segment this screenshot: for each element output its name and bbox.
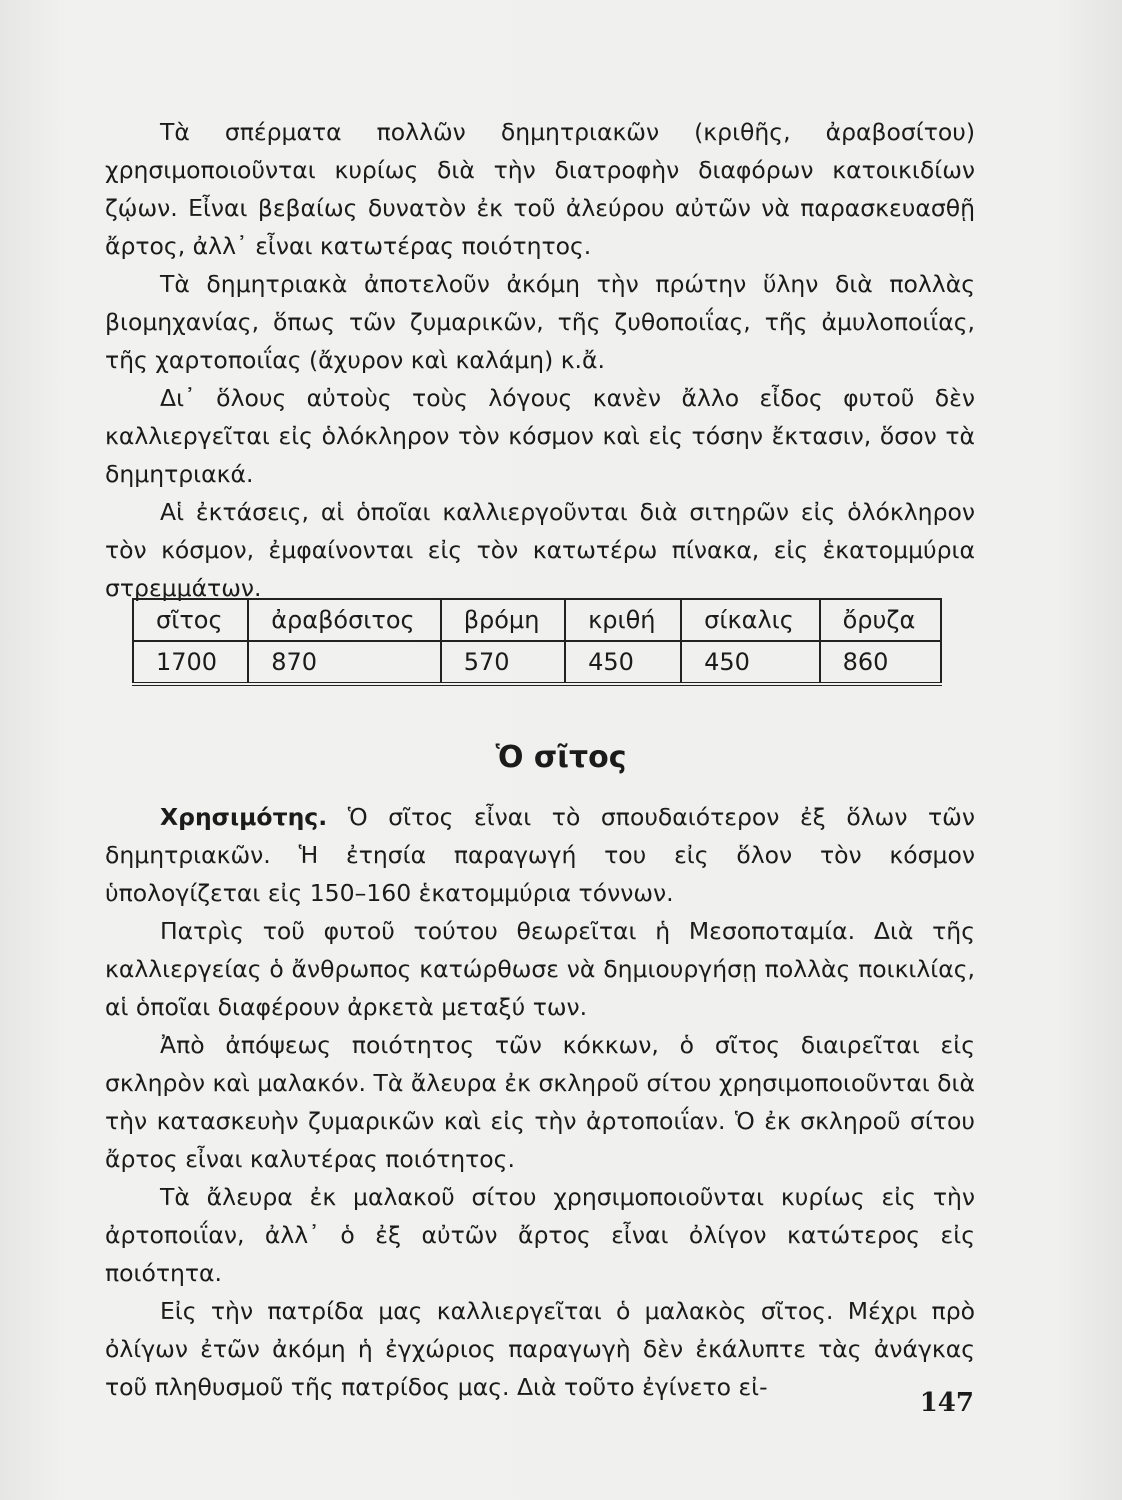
table-cell: 870 bbox=[248, 641, 441, 684]
table-header-row bbox=[133, 599, 941, 641]
paragraph: Ἀπὸ ἀπόψεως ποιότητος τῶν κόκκων, ὁ σῖτος διαιρεῖται εἰς σκληρὸν καὶ μαλακόν. Τὰ ἄλευρα ἐκ σκληροῦ σίτου χρησιμοποιοῦνται διὰ τὴν κατασκευὴν ζυμαρικῶν καὶ εἰς τὴν ἀρτοποιΐαν. Ὁ ἐκ σκληροῦ σίτου ἄρτος εἶναι καλυτέρας ποιότητος. bbox=[105, 1031, 975, 1173]
section-heading: Ὁ σῖτος bbox=[495, 740, 627, 775]
table-cell: 860 bbox=[820, 641, 941, 684]
usefulness-text: Ὁ σῖτος εἶναι τὸ σπουδαιότερον ἐξ ὅλων τῶν δημητριακῶν. Ἡ ἐτησία παραγωγή του εἰς ὅλον τὸν κόσμον ὑπολογίζεται εἰς 150–160 ἑκατομμύρια τόννων. bbox=[105, 803, 975, 907]
wheat-text bbox=[105, 798, 975, 1406]
table-header-cell: κριθή bbox=[565, 599, 681, 641]
table-value-row bbox=[133, 641, 941, 684]
paragraph bbox=[105, 798, 975, 912]
table-cell: 450 bbox=[565, 641, 681, 684]
table-header-cell: σίκαλις bbox=[681, 599, 819, 641]
paragraph: Δι᾽ ὅλους αὐτοὺς τοὺς λόγους κανὲν ἄλλο εἶδος φυτοῦ δὲν καλλιεργεῖται εἰς ὁλόκληρον τὸν κόσμον καὶ εἰς τόσην ἔκτασιν, ὅσον τὰ δημητριακά. bbox=[105, 384, 975, 488]
paragraph: Εἰς τὴν πατρίδα μας καλλιεργεῖται ὁ μαλακὸς σῖτος. Μέχρι πρὸ ὀλίγων ἐτῶν ἀκόμη ἡ ἐγχώριος παραγωγὴ δὲν ἐκάλυπτε τὰς ἀνάγκας τοῦ πληθυσμοῦ τῆς πατρίδος μας. Διὰ τοῦτο ἐγίνετο εἰ- bbox=[105, 1297, 975, 1401]
paragraph: Αἱ ἐκτάσεις, αἱ ὁποῖαι καλλιεργοῦνται διὰ σιτηρῶν εἰς ὁλόκληρον τὸν κόσμον, ἐμφαίνονται εἰς τὸν κατωτέρω πίνακα, εἰς ἑκατομμύρια στρεμμάτων. bbox=[105, 498, 975, 602]
paragraph: Τὰ σπέρματα πολλῶν δημητριακῶν (κριθῆς, ἀραβοσίτου) χρησιμοποιοῦνται κυρίως διὰ τὴν διατροφὴν διαφόρων κατοικιδίων ζῴων. Εἶναι βεβαίως δυνατὸν ἐκ τοῦ ἀλεύρου αὐτῶν νὰ παρασκευασθῇ ἄρτος, ἀλλ᾽ εἶναι κατωτέρας ποιότητος. bbox=[105, 118, 975, 260]
table-header-cell: ἀραβόσιτος bbox=[248, 599, 441, 641]
usefulness-label: Χρησιμότης. bbox=[160, 803, 328, 831]
cereal-area-table bbox=[132, 598, 942, 686]
intro-text bbox=[105, 113, 975, 607]
paragraph: Τὰ δημητριακὰ ἀποτελοῦν ἀκόμη τὴν πρώτην ὕλην διὰ πολλὰς βιομηχανίας, ὅπως τῶν ζυμαρικῶν, τῆς ζυθοποιΐας, τῆς ἀμυλοποιΐας, τῆς χαρτοποιΐας (ἄχυρον καὶ καλάμη) κ.ἄ. bbox=[105, 270, 975, 374]
paragraph: Τὰ ἄλευρα ἐκ μαλακοῦ σίτου χρησιμοποιοῦνται κυρίως εἰς τὴν ἀρτοποιΐαν, ἀλλ᾽ ὁ ἐξ αὐτῶν ἄρτος εἶναι ὀλίγον κατώτερος εἰς ποιότητα. bbox=[105, 1183, 975, 1287]
table-cell: 1700 bbox=[133, 641, 248, 684]
paragraph: Πατρὶς τοῦ φυτοῦ τούτου θεωρεῖται ἡ Μεσοποταμία. Διὰ τῆς καλλιεργείας ὁ ἄνθρωπος κατώρθωσε νὰ δημιουργήσῃ πολλὰς ποικιλίας, αἱ ὁποῖαι διαφέρουν ἀρκετὰ μεταξύ των. bbox=[105, 917, 975, 1021]
page-number: 147 bbox=[919, 1388, 974, 1418]
table-header-cell: ὄρυζα bbox=[820, 599, 941, 641]
table-header-cell: σῖτος bbox=[133, 599, 248, 641]
table-cell: 450 bbox=[681, 641, 819, 684]
table-cell: 570 bbox=[441, 641, 565, 684]
table-header-cell: βρόμη bbox=[441, 599, 565, 641]
